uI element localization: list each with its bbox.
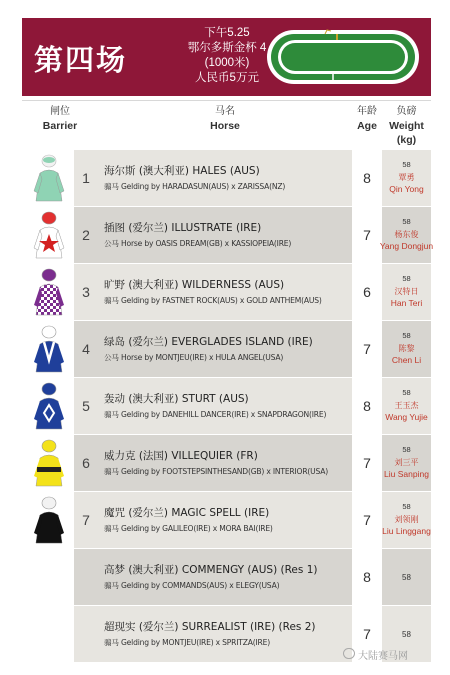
horse-age: 6: [352, 264, 382, 320]
col-horse-en: Horse: [210, 120, 240, 132]
horse-breeding: 骟马 Gelding by FOOTSTEPSINTHESAND(GB) x INTERIOR(USA): [104, 467, 329, 476]
col-barrier-en: Barrier: [42, 120, 78, 132]
col-header-horse: [98, 100, 352, 150]
horse-breeding: 骟马 Gelding by GALILEO(IRE) x MORA BAI(IRE): [104, 524, 273, 533]
weight-value: 58: [402, 160, 411, 169]
barrier-number: 1: [74, 150, 98, 206]
horse-cell: [98, 492, 352, 548]
col-header-barrier: [22, 100, 98, 150]
horse-cell: [98, 606, 352, 662]
silk-cell: [22, 606, 74, 662]
wechat-icon: [343, 648, 355, 659]
weight-cell: [382, 321, 431, 377]
horse-age: 7: [352, 207, 382, 263]
horse-name: 超现实 (爱尔兰) SURREALIST (IRE) (Res 2): [104, 621, 316, 633]
horse-breeding: 骟马 Gelding by COMMANDS(AUS) x ELEGY(USA): [104, 581, 280, 590]
weight-value: 58: [402, 630, 411, 639]
horse-name: 插图 (爱尔兰) ILLUSTRATE (IRE): [104, 222, 262, 234]
jockey-name-cn: 刘领刚: [394, 515, 419, 524]
barrier-number: 6: [74, 435, 98, 491]
col-weight-unit: (kg): [396, 134, 417, 146]
jockey-silk-icon: [32, 153, 66, 203]
barrier-number: 3: [74, 264, 98, 320]
jockey-name-en: Chen Li: [391, 355, 422, 365]
horse-name: 轰动 (澳大利亚) STURT (AUS): [104, 393, 249, 405]
jockey-silk-icon: [32, 324, 66, 374]
silk-cell: [22, 549, 74, 605]
horse-breeding: 公马 Horse by MONTJEU(IRE) x HULA ANGEL(USA): [104, 353, 284, 362]
weight-value: 58: [402, 573, 411, 582]
jockey-name-en: Han Teri: [390, 298, 423, 308]
silk-cell: [22, 492, 74, 548]
barrier-number: 5: [74, 378, 98, 434]
jockey-name-cn: 刘三平: [394, 458, 419, 467]
watermark: 大陆赛马网: [358, 651, 408, 662]
jockey-silk-icon: [32, 267, 66, 317]
col-header-age: [352, 100, 382, 150]
jockey-name-en: Yang Dongjun: [379, 241, 434, 251]
race-distance: (1000米): [204, 57, 250, 69]
jockey-name-en: Liu Sanping: [384, 469, 429, 479]
table-row: [22, 378, 431, 434]
silk-cell: [22, 150, 74, 206]
table-row: [22, 207, 434, 263]
horse-cell: [98, 378, 352, 434]
jockey-name-en: Liu Linggang: [382, 526, 431, 536]
horse-breeding: 骟马 Gelding by FASTNET ROCK(AUS) x GOLD ANTHEM(AUS): [104, 296, 322, 305]
horse-cell: [98, 321, 352, 377]
table-row: [22, 150, 431, 206]
horse-age: 7: [352, 606, 382, 662]
silk-cell: [22, 378, 74, 434]
jockey-name-cn: 杨东俊: [394, 230, 419, 239]
horse-age: 8: [352, 150, 382, 206]
silk-cell: [22, 321, 74, 377]
horse-cell: [98, 150, 352, 206]
horse-cell: [98, 549, 352, 605]
barrier-number: 2: [74, 207, 98, 263]
weight-cell: [382, 150, 431, 206]
track-map-icon: [265, 28, 421, 86]
silk-cell: [22, 435, 74, 491]
horse-age: 7: [352, 492, 382, 548]
weight-cell: [382, 492, 431, 548]
weight-value: 58: [402, 445, 411, 454]
jockey-name-en: Wang Yujie: [385, 412, 428, 422]
horse-cell: [98, 207, 352, 263]
horse-name: 威力克 (法国) VILLEQUIER (FR): [104, 450, 258, 462]
weight-cell: [382, 435, 431, 491]
jockey-name-cn: 陈黎: [398, 344, 415, 353]
horse-age: 7: [352, 321, 382, 377]
silk-cell: [22, 207, 74, 263]
weight-value: 58: [402, 274, 411, 283]
race-header: [22, 18, 431, 96]
jockey-silk-icon: [32, 438, 66, 488]
race-name: 鄂尔多斯金杯 4: [187, 42, 267, 54]
race-title: 第四场: [34, 43, 128, 77]
table-row: [22, 549, 431, 605]
col-barrier-cn: 闸位: [50, 106, 70, 117]
table-row: [22, 264, 431, 320]
horse-name: 魔咒 (爱尔兰) MAGIC SPELL (IRE): [104, 507, 270, 519]
horse-breeding: 公马 Horse by OASIS DREAM(GB) x KASSIOPEIA(IRE): [104, 239, 292, 248]
jockey-name-cn: 汉特日: [394, 287, 419, 296]
horse-breeding: 骟马 Gelding by DANEHILL DANCER(IRE) x SNAPDRAGON(IRE): [104, 410, 327, 419]
weight-cell: [382, 378, 431, 434]
horse-breeding: 骟马 Gelding by HARADASUN(AUS) x ZARISSA(NZ): [104, 182, 286, 191]
weight-value: 58: [402, 502, 411, 511]
col-age-en: Age: [357, 120, 377, 132]
jockey-name-cn: 覃勇: [398, 173, 415, 182]
table-row: [22, 321, 431, 377]
horse-name: 旷野 (澳大利亚) WILDERNESS (AUS): [104, 279, 285, 291]
col-header-weight: [382, 100, 431, 150]
race-prize: 人民币5万元: [195, 72, 259, 84]
barrier-number: 4: [74, 321, 98, 377]
jockey-silk-icon: [32, 210, 66, 260]
weight-cell: [382, 264, 431, 320]
col-weight-en: Weight: [389, 120, 424, 132]
col-horse-cn: 马名: [215, 106, 235, 117]
jockey-name-en: Qin Yong: [389, 184, 424, 194]
horse-cell: [98, 435, 352, 491]
weight-value: 58: [402, 331, 411, 340]
weight-value: 58: [402, 388, 411, 397]
horse-age: 8: [352, 378, 382, 434]
jockey-silk-icon: [32, 381, 66, 431]
table-row: [22, 492, 431, 548]
table-row: [22, 435, 431, 491]
horse-cell: [98, 264, 352, 320]
barrier-number: 7: [74, 492, 98, 548]
barrier-number: [74, 549, 98, 605]
col-age-cn: 年龄: [357, 106, 377, 117]
silk-cell: [22, 264, 74, 320]
horse-age: 7: [352, 435, 382, 491]
jockey-silk-icon: [32, 495, 66, 545]
weight-value: 58: [402, 217, 411, 226]
horse-name: 海尔斯 (澳大利亚) HALES (AUS): [104, 165, 260, 177]
col-weight-cn: 负磅: [396, 106, 417, 117]
jockey-name-cn: 王玉杰: [394, 401, 419, 410]
horse-age: 8: [352, 549, 382, 605]
horse-name: 绿岛 (爱尔兰) EVERGLADES ISLAND (IRE): [104, 336, 313, 348]
weight-cell: [382, 549, 431, 605]
race-time: 下午5.25: [204, 27, 250, 39]
barrier-number: [74, 606, 98, 662]
horse-name: 高梦 (澳大利亚) COMMENGY (AUS) (Res 1): [104, 564, 318, 576]
weight-cell: [379, 207, 434, 263]
horse-breeding: 骟马 Gelding by MONTJEU(IRE) x SPRITZA(IRE): [104, 638, 270, 647]
